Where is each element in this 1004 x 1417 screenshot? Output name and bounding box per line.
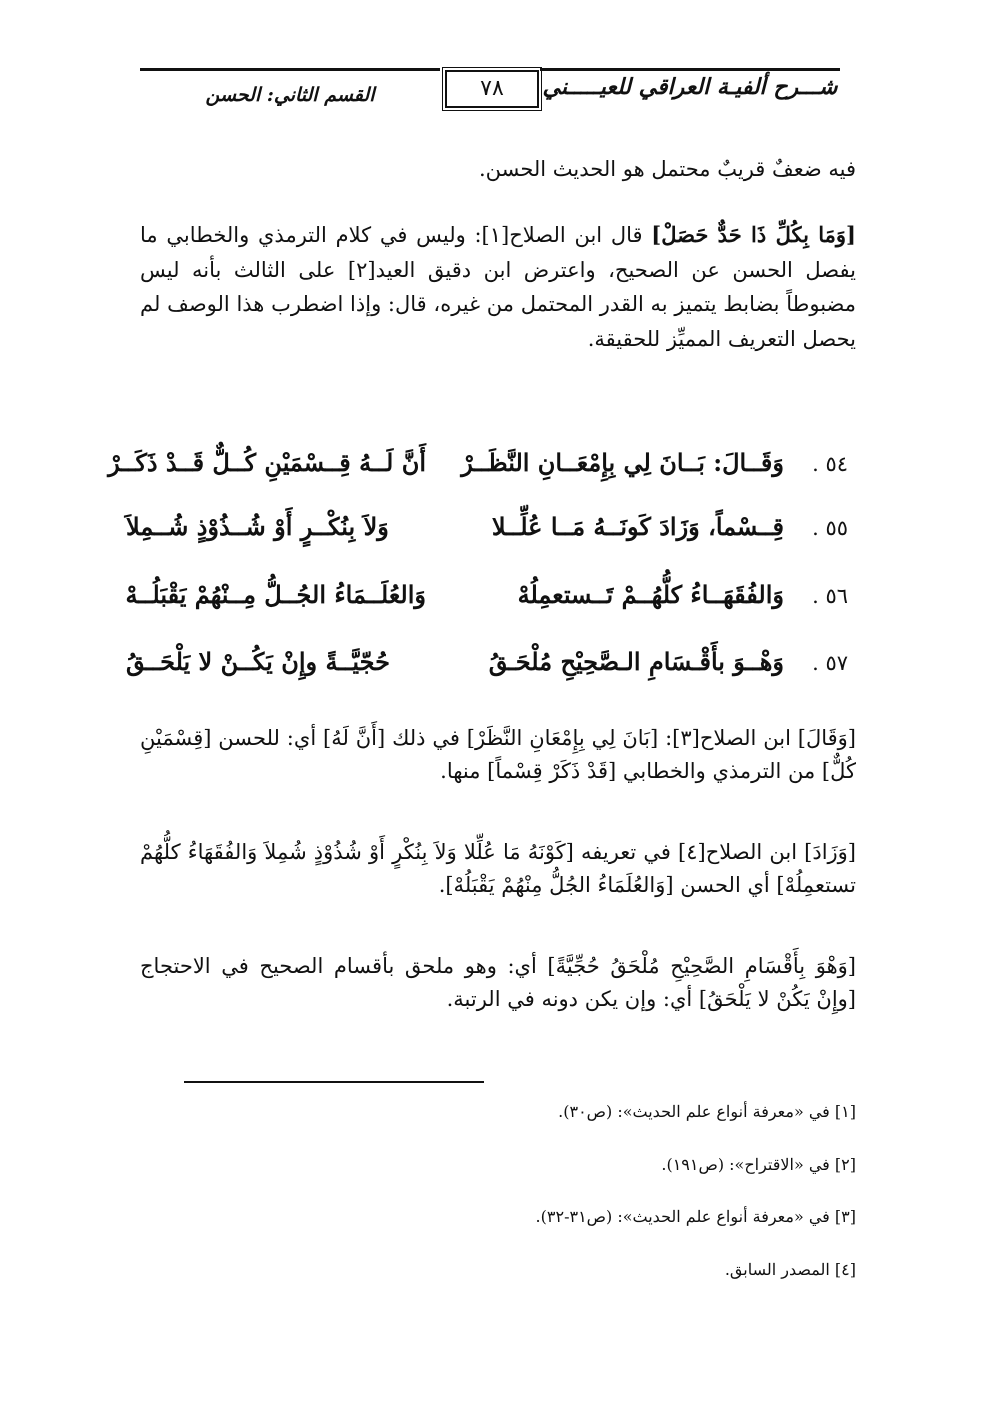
footnote-2: [٢] في «الاقتراح»: (ص١٩١). xyxy=(661,1155,856,1174)
verse-54 xyxy=(108,446,848,492)
verse-second-hemistich: أَنَّ لَــهُ قِــسْمَيْنِ كُــلٌّ قَــدْ ذَكَــرْ xyxy=(108,448,426,477)
verse-first-hemistich: قِــسْماً، وَزَادَ كَونَــهُ مَــا عُلِّــلا xyxy=(491,512,784,541)
header-rule-left xyxy=(140,68,440,71)
verse-second-hemistich: وَالعُلَــمَاءُ الجُــلُّ مِــنْهُمْ يَقْبَلُــهْ xyxy=(125,580,426,609)
paragraph-2 xyxy=(140,218,856,357)
verse-first-hemistich: وَالفُقَهَــاءُ كلُّهُــمْ تَــستعمِلُهْ xyxy=(517,580,784,609)
page-number: ٧٨ xyxy=(480,76,504,101)
paragraph-1: فيه ضعفٌ قريبٌ محتمل هو الحديث الحسن. xyxy=(478,157,856,181)
paragraph-5: [وَهْوَ بِأَقْسَامِ الصَّحِيْحِ مُلْحَقُ حُجِّيَّةً] أي: وهو ملحق بأقسام الصحيح في الاحتجاج [وإِنْ يَكُنْ لا يَلْحَقُ] أي: وإن يكن دونه في الرتبة. xyxy=(140,954,856,1011)
paragraph-4: [وَزَادَ] ابن الصلاح[٤] في تعريفه [كَوْنَهُ مَا عُلِّلا وَلاَ بِنُكْرٍ أَوْ شُذُوْذٍ شُمِلاَ وَالفُقَهَاءُ كلُّهُمْ تستعمِلُهْ] أي الحسن [وَالعُلَمَاءُ الجُلُّ مِنْهُمْ يَقْبَلُهْ]. xyxy=(140,840,857,897)
verse-number: ٥٥ . xyxy=(812,516,848,540)
verse-55 xyxy=(126,510,848,556)
verse-number: ٥٤ . xyxy=(812,452,848,476)
footnote-3: [٣] في «معرفة أنواع علم الحديث»: (ص٣١-٣٢). xyxy=(535,1207,856,1226)
header-rule-right xyxy=(540,68,840,71)
footnote-4: [٤] المصدر السابق. xyxy=(724,1260,856,1279)
paragraph-3: [وَقَالَ] ابن الصلاح[٣]: [بَانَ لِي بِإِمْعَانِ النَّظَرْ] في ذلك [أَنَّ لَهُ] أي: للحسن [قِسْمَيْنِ كُلٌّ] من الترمذي والخطابي [قَدْ ذَكَرْ قِسْماً] منها. xyxy=(140,726,856,783)
verse-second-hemistich: حُجّيَّــةً وإِنْ يَكُــنْ لا يَلْحَــقُ xyxy=(126,647,390,676)
running-header xyxy=(140,68,840,116)
verse-number: ٥٧ . xyxy=(812,651,848,675)
section-title: القسم الثاني: الحسن xyxy=(205,84,375,106)
page-number-box xyxy=(445,70,539,108)
paragraph-2-text: قال ابن الصلاح[١]: وليس في كلام الترمذي والخطابي ما يفصل الحسن عن الصحيح، واعترض ابن دقيق العيد[٢] على الثالث بأنه ليس مضبوطاً بضابط يتميز به القدر المحتمل من غيره، قال: وإذا اضطرب هذا الوصف لم يحصل التعريف المميِّز للحقيقة. xyxy=(140,223,856,351)
verse-57 xyxy=(126,645,848,691)
verse-first-hemistich: وَقَــالَ: بَــانَ لِي بِإِمْعَــانِ النَّظَــرْ xyxy=(461,448,784,477)
verse-number: ٥٦ . xyxy=(812,584,848,608)
verse-quote-marker: [وَمَا بِكُلِّ ذَا حَدٌّ حَصَلْ] xyxy=(651,222,856,247)
verse-first-hemistich: وَهْــوَ بأَقْـسَامِ الـصَّحِيْحِ مُلْحَـقُ xyxy=(488,647,784,676)
footnote-separator xyxy=(184,1081,484,1083)
verse-second-hemistich: وَلاَ بِنُكْــرٍ أَوْ شُــذُوْذٍ شُــمِلاَ xyxy=(126,512,389,541)
footnote-1: [١] في «معرفة أنواع علم الحديث»: (ص٣٠). xyxy=(558,1102,856,1121)
verse-56 xyxy=(126,578,848,624)
book-title: شـــرح ألفيـة العراقي للعيـــــني xyxy=(542,74,838,100)
